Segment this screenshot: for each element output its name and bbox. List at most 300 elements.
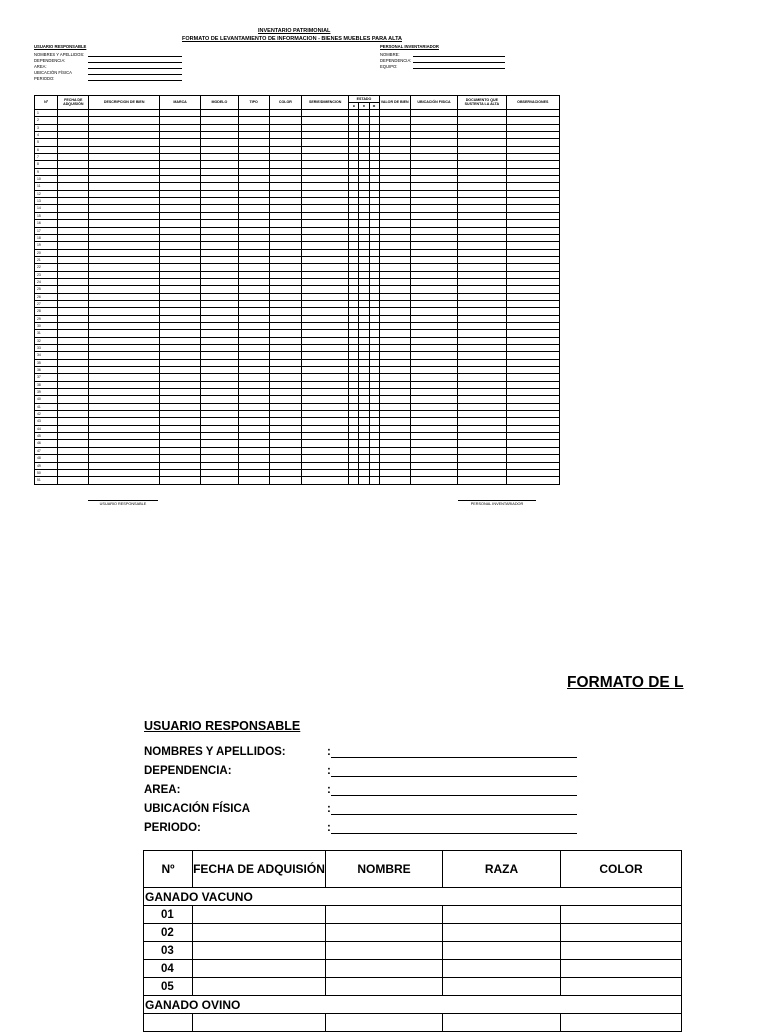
table-cell[interactable]: [269, 264, 301, 271]
table-cell[interactable]: [379, 117, 410, 124]
table-cell[interactable]: [506, 278, 559, 285]
table-cell[interactable]: [379, 264, 410, 271]
table-cell[interactable]: [159, 447, 200, 454]
table-cell[interactable]: [269, 477, 301, 484]
table-cell[interactable]: [410, 322, 457, 329]
table-cell[interactable]: [201, 132, 238, 139]
table-cell[interactable]: [458, 183, 506, 190]
table-cell[interactable]: [238, 227, 269, 234]
table-cell[interactable]: [58, 286, 89, 293]
table-cell[interactable]: [506, 190, 559, 197]
table-cell[interactable]: [506, 139, 559, 146]
table-cell[interactable]: [506, 117, 559, 124]
table-cell[interactable]: [269, 190, 301, 197]
table-cell[interactable]: [269, 433, 301, 440]
table-cell[interactable]: [269, 418, 301, 425]
table-cell[interactable]: [379, 381, 410, 388]
table-cell[interactable]: [269, 198, 301, 205]
table-cell[interactable]: [458, 440, 506, 447]
table-cell[interactable]: [458, 154, 506, 161]
table-cell[interactable]: [458, 249, 506, 256]
table-cell[interactable]: [458, 132, 506, 139]
table-cell[interactable]: [410, 469, 457, 476]
table-cell[interactable]: [269, 117, 301, 124]
table-cell[interactable]: [458, 447, 506, 454]
table-cell[interactable]: [238, 440, 269, 447]
table-cell[interactable]: [506, 433, 559, 440]
table-cell[interactable]: [89, 256, 160, 263]
table-cell[interactable]: [201, 183, 238, 190]
table-cell[interactable]: [410, 234, 457, 241]
table-cell[interactable]: [238, 110, 269, 117]
table-cell[interactable]: [269, 176, 301, 183]
table-cell[interactable]: [561, 924, 682, 942]
table-cell[interactable]: [159, 411, 200, 418]
table-cell[interactable]: [379, 396, 410, 403]
table-cell[interactable]: [410, 271, 457, 278]
table-cell[interactable]: [58, 124, 89, 131]
table-cell[interactable]: [238, 154, 269, 161]
table-cell[interactable]: [379, 168, 410, 175]
table-cell[interactable]: [410, 220, 457, 227]
table-cell[interactable]: [379, 425, 410, 432]
table-cell[interactable]: [269, 367, 301, 374]
table-cell[interactable]: [58, 132, 89, 139]
table-cell[interactable]: [443, 1014, 561, 1032]
table-cell[interactable]: [89, 300, 160, 307]
estado-cell[interactable]: [349, 256, 379, 263]
table-cell[interactable]: [269, 132, 301, 139]
estado-cell[interactable]: [349, 359, 379, 366]
table-cell[interactable]: [506, 396, 559, 403]
table-cell[interactable]: [410, 330, 457, 337]
table-cell[interactable]: [58, 374, 89, 381]
table-cell[interactable]: [302, 205, 349, 212]
table-cell[interactable]: [302, 433, 349, 440]
table-cell[interactable]: [410, 315, 457, 322]
table-cell[interactable]: [159, 374, 200, 381]
table-cell[interactable]: [302, 110, 349, 117]
table-cell[interactable]: [302, 440, 349, 447]
table-cell[interactable]: [193, 978, 326, 996]
estado-cell[interactable]: [349, 396, 379, 403]
table-cell[interactable]: [58, 367, 89, 374]
table-cell[interactable]: [506, 315, 559, 322]
table-cell[interactable]: [379, 205, 410, 212]
table-cell[interactable]: [89, 278, 160, 285]
table-cell[interactable]: [159, 220, 200, 227]
table-cell[interactable]: [58, 300, 89, 307]
table-cell[interactable]: [201, 300, 238, 307]
table-cell[interactable]: [410, 176, 457, 183]
table-cell[interactable]: [159, 337, 200, 344]
table-cell[interactable]: [201, 249, 238, 256]
table-cell[interactable]: [159, 469, 200, 476]
table-cell[interactable]: [238, 183, 269, 190]
estado-cell[interactable]: [349, 337, 379, 344]
table-cell[interactable]: [238, 300, 269, 307]
table-cell[interactable]: [58, 462, 89, 469]
table-cell[interactable]: [506, 455, 559, 462]
table-cell[interactable]: [410, 403, 457, 410]
table-cell[interactable]: [89, 124, 160, 131]
table-cell[interactable]: [458, 330, 506, 337]
table-cell[interactable]: [379, 374, 410, 381]
table-cell[interactable]: [201, 117, 238, 124]
table-cell[interactable]: [302, 367, 349, 374]
table-cell[interactable]: [238, 264, 269, 271]
estado-cell[interactable]: [349, 139, 379, 146]
table-cell[interactable]: [201, 308, 238, 315]
table-cell[interactable]: [201, 278, 238, 285]
estado-cell[interactable]: [349, 315, 379, 322]
table-cell[interactable]: [410, 447, 457, 454]
table-cell[interactable]: [58, 271, 89, 278]
table-cell[interactable]: [238, 396, 269, 403]
table-cell[interactable]: [379, 190, 410, 197]
table-cell[interactable]: [89, 308, 160, 315]
table-cell[interactable]: [506, 286, 559, 293]
table-cell[interactable]: [269, 315, 301, 322]
table-cell[interactable]: [302, 278, 349, 285]
table-cell[interactable]: [561, 1014, 682, 1032]
table-cell[interactable]: [159, 352, 200, 359]
table-cell[interactable]: [410, 411, 457, 418]
table-cell[interactable]: [89, 403, 160, 410]
table-cell[interactable]: [302, 322, 349, 329]
table-cell[interactable]: [269, 154, 301, 161]
estado-cell[interactable]: [349, 374, 379, 381]
table-cell[interactable]: [201, 433, 238, 440]
table-cell[interactable]: [506, 359, 559, 366]
table-cell[interactable]: [410, 367, 457, 374]
table-cell[interactable]: [302, 242, 349, 249]
table-cell[interactable]: [379, 322, 410, 329]
table-cell[interactable]: [458, 234, 506, 241]
table-cell[interactable]: [458, 190, 506, 197]
table-cell[interactable]: [458, 168, 506, 175]
table-cell[interactable]: [458, 315, 506, 322]
table-cell[interactable]: [458, 124, 506, 131]
estado-cell[interactable]: [349, 271, 379, 278]
table-cell[interactable]: [201, 146, 238, 153]
table-cell[interactable]: [58, 212, 89, 219]
table-cell[interactable]: [58, 477, 89, 484]
table-cell[interactable]: [458, 198, 506, 205]
table-cell[interactable]: [458, 455, 506, 462]
table-cell[interactable]: [269, 374, 301, 381]
table-cell[interactable]: [238, 352, 269, 359]
table-cell[interactable]: [201, 477, 238, 484]
table-cell[interactable]: [269, 168, 301, 175]
table-cell[interactable]: [379, 440, 410, 447]
table-cell[interactable]: [458, 359, 506, 366]
estado-cell[interactable]: [349, 161, 379, 168]
table-cell[interactable]: [269, 425, 301, 432]
table-cell[interactable]: [379, 337, 410, 344]
table-cell[interactable]: [58, 352, 89, 359]
table-cell[interactable]: [302, 315, 349, 322]
table-cell[interactable]: [269, 455, 301, 462]
table-cell[interactable]: [269, 220, 301, 227]
table-cell[interactable]: [201, 110, 238, 117]
table-cell[interactable]: [58, 447, 89, 454]
table-cell[interactable]: [238, 117, 269, 124]
table-cell[interactable]: [379, 183, 410, 190]
table-cell[interactable]: [379, 154, 410, 161]
table-cell[interactable]: [458, 278, 506, 285]
table-cell[interactable]: [379, 447, 410, 454]
table-cell[interactable]: [269, 359, 301, 366]
table-cell[interactable]: [506, 477, 559, 484]
table-cell[interactable]: [58, 469, 89, 476]
table-cell[interactable]: [159, 381, 200, 388]
table-cell[interactable]: [269, 403, 301, 410]
estado-cell[interactable]: [349, 418, 379, 425]
table-cell[interactable]: [506, 425, 559, 432]
table-cell[interactable]: [458, 293, 506, 300]
table-cell[interactable]: [89, 381, 160, 388]
table-cell[interactable]: [506, 168, 559, 175]
table-cell[interactable]: [159, 440, 200, 447]
estado-cell[interactable]: [349, 293, 379, 300]
table-cell[interactable]: [302, 220, 349, 227]
table-cell[interactable]: [269, 330, 301, 337]
table-cell[interactable]: [410, 477, 457, 484]
table-cell[interactable]: [58, 146, 89, 153]
table-cell[interactable]: [238, 322, 269, 329]
table-cell[interactable]: [379, 286, 410, 293]
table-cell[interactable]: [302, 455, 349, 462]
table-cell[interactable]: [159, 161, 200, 168]
table-cell[interactable]: [410, 337, 457, 344]
table-cell[interactable]: [302, 117, 349, 124]
table-cell[interactable]: [302, 154, 349, 161]
table-cell[interactable]: [58, 198, 89, 205]
table-cell[interactable]: [410, 205, 457, 212]
table-cell[interactable]: [410, 352, 457, 359]
table-cell[interactable]: [201, 352, 238, 359]
table-cell[interactable]: [159, 176, 200, 183]
table-cell[interactable]: [58, 256, 89, 263]
estado-cell[interactable]: [349, 462, 379, 469]
table-cell[interactable]: [458, 220, 506, 227]
table-cell[interactable]: [410, 110, 457, 117]
table-cell[interactable]: [458, 433, 506, 440]
table-cell[interactable]: [238, 139, 269, 146]
estado-cell[interactable]: [349, 352, 379, 359]
estado-cell[interactable]: [349, 330, 379, 337]
table-cell[interactable]: [458, 322, 506, 329]
table-cell[interactable]: [89, 198, 160, 205]
table-cell[interactable]: [269, 271, 301, 278]
table-cell[interactable]: [269, 227, 301, 234]
table-cell[interactable]: [379, 330, 410, 337]
table-cell[interactable]: [238, 146, 269, 153]
table-cell[interactable]: [379, 418, 410, 425]
table-cell[interactable]: [201, 212, 238, 219]
table-cell[interactable]: [458, 418, 506, 425]
table-cell[interactable]: [302, 264, 349, 271]
table-cell[interactable]: [302, 359, 349, 366]
table-cell[interactable]: [201, 359, 238, 366]
table-cell[interactable]: [458, 176, 506, 183]
table-cell[interactable]: [159, 477, 200, 484]
table-cell[interactable]: [201, 139, 238, 146]
table-cell[interactable]: [201, 190, 238, 197]
table-cell[interactable]: [238, 315, 269, 322]
table-cell[interactable]: [89, 176, 160, 183]
table-cell[interactable]: [506, 124, 559, 131]
estado-cell[interactable]: [349, 154, 379, 161]
table-cell[interactable]: [201, 396, 238, 403]
field-line[interactable]: [413, 63, 505, 69]
table-cell[interactable]: [458, 146, 506, 153]
table-cell[interactable]: [458, 367, 506, 374]
table-cell[interactable]: [58, 359, 89, 366]
table-cell[interactable]: [302, 183, 349, 190]
table-cell[interactable]: [89, 440, 160, 447]
table-cell[interactable]: [238, 455, 269, 462]
table-cell[interactable]: [159, 315, 200, 322]
table-cell[interactable]: [302, 168, 349, 175]
table-cell[interactable]: [201, 447, 238, 454]
table-cell[interactable]: [89, 154, 160, 161]
estado-cell[interactable]: [349, 212, 379, 219]
table-cell[interactable]: [89, 330, 160, 337]
table-cell[interactable]: [458, 110, 506, 117]
table-cell[interactable]: [159, 212, 200, 219]
estado-cell[interactable]: [349, 264, 379, 271]
table-cell[interactable]: [506, 154, 559, 161]
table-cell[interactable]: [410, 198, 457, 205]
table-cell[interactable]: [302, 256, 349, 263]
table-cell[interactable]: [379, 411, 410, 418]
table-cell[interactable]: [458, 205, 506, 212]
table-cell[interactable]: [238, 374, 269, 381]
table-cell[interactable]: [159, 462, 200, 469]
table-cell[interactable]: [159, 198, 200, 205]
table-cell[interactable]: [506, 176, 559, 183]
table-cell[interactable]: [201, 264, 238, 271]
table-cell[interactable]: [58, 190, 89, 197]
table-cell[interactable]: [238, 220, 269, 227]
table-cell[interactable]: [379, 345, 410, 352]
table-cell[interactable]: [410, 374, 457, 381]
table-cell[interactable]: [506, 308, 559, 315]
table-cell[interactable]: [159, 418, 200, 425]
estado-cell[interactable]: [349, 110, 379, 117]
table-cell[interactable]: [269, 381, 301, 388]
table-cell[interactable]: [506, 440, 559, 447]
table-cell[interactable]: [269, 139, 301, 146]
table-cell[interactable]: [410, 286, 457, 293]
table-cell[interactable]: [458, 477, 506, 484]
estado-cell[interactable]: [349, 286, 379, 293]
estado-cell[interactable]: [349, 469, 379, 476]
table-cell[interactable]: [302, 124, 349, 131]
table-cell[interactable]: [410, 161, 457, 168]
table-cell[interactable]: [302, 396, 349, 403]
table-cell[interactable]: [458, 337, 506, 344]
table-cell[interactable]: [506, 300, 559, 307]
table-cell[interactable]: [269, 396, 301, 403]
table-cell[interactable]: [58, 389, 89, 396]
estado-cell[interactable]: [349, 433, 379, 440]
table-cell[interactable]: [159, 256, 200, 263]
table-cell[interactable]: [159, 110, 200, 117]
table-cell[interactable]: [89, 352, 160, 359]
table-cell[interactable]: [269, 161, 301, 168]
table-cell[interactable]: [58, 455, 89, 462]
table-cell[interactable]: [58, 183, 89, 190]
table-cell[interactable]: [410, 293, 457, 300]
table-cell[interactable]: [410, 440, 457, 447]
table-cell[interactable]: [410, 359, 457, 366]
table-cell[interactable]: [302, 403, 349, 410]
table-cell[interactable]: [89, 359, 160, 366]
table-cell[interactable]: [302, 198, 349, 205]
estado-cell[interactable]: [349, 132, 379, 139]
table-cell[interactable]: [506, 374, 559, 381]
table-cell[interactable]: [238, 345, 269, 352]
table-cell[interactable]: [379, 198, 410, 205]
field-line[interactable]: [331, 821, 577, 834]
table-cell[interactable]: [238, 462, 269, 469]
estado-cell[interactable]: [349, 455, 379, 462]
table-cell[interactable]: [506, 234, 559, 241]
table-cell[interactable]: [506, 132, 559, 139]
table-cell[interactable]: [379, 278, 410, 285]
table-cell[interactable]: [506, 146, 559, 153]
table-cell[interactable]: [238, 286, 269, 293]
table-cell[interactable]: [302, 418, 349, 425]
table-cell[interactable]: [58, 168, 89, 175]
table-cell[interactable]: [89, 425, 160, 432]
table-cell[interactable]: [410, 132, 457, 139]
table-cell[interactable]: [269, 447, 301, 454]
table-cell[interactable]: [302, 212, 349, 219]
table-cell[interactable]: [458, 403, 506, 410]
table-cell[interactable]: [238, 124, 269, 131]
table-cell[interactable]: [159, 425, 200, 432]
table-cell[interactable]: [238, 418, 269, 425]
table-cell[interactable]: [201, 469, 238, 476]
estado-cell[interactable]: [349, 220, 379, 227]
table-cell[interactable]: [159, 455, 200, 462]
table-cell[interactable]: [89, 249, 160, 256]
table-cell[interactable]: [302, 337, 349, 344]
table-cell[interactable]: [193, 906, 326, 924]
table-cell[interactable]: [506, 403, 559, 410]
table-cell[interactable]: [89, 139, 160, 146]
table-cell[interactable]: [58, 396, 89, 403]
table-cell[interactable]: [410, 425, 457, 432]
table-cell[interactable]: [302, 227, 349, 234]
table-cell[interactable]: [410, 242, 457, 249]
table-cell[interactable]: [201, 256, 238, 263]
field-line[interactable]: [331, 764, 577, 777]
table-cell[interactable]: [379, 176, 410, 183]
table-cell[interactable]: [443, 960, 561, 978]
table-cell[interactable]: [458, 381, 506, 388]
table-cell[interactable]: [201, 462, 238, 469]
table-cell[interactable]: [379, 308, 410, 315]
table-cell[interactable]: [159, 264, 200, 271]
table-cell[interactable]: [193, 942, 326, 960]
table-cell[interactable]: [159, 322, 200, 329]
table-cell[interactable]: [410, 300, 457, 307]
